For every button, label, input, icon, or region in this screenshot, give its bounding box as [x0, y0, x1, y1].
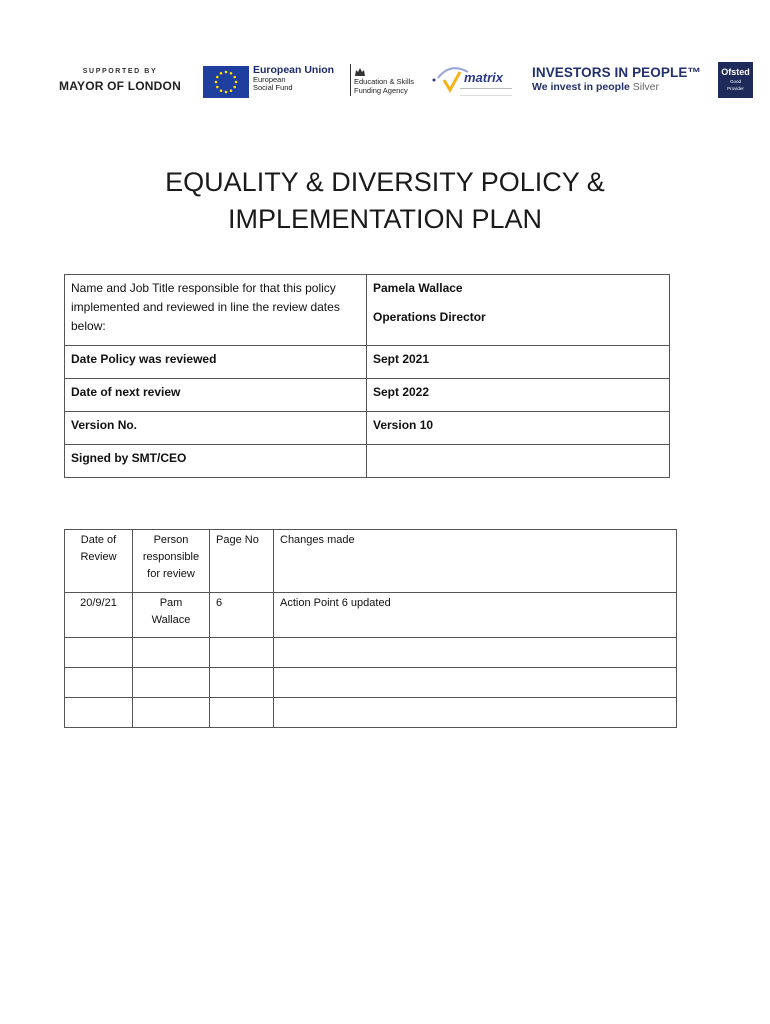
table-row — [65, 593, 677, 638]
cell-page — [210, 668, 274, 698]
responsible-value-cell — [367, 275, 670, 346]
policy-details-table — [64, 274, 670, 478]
mayor-of-london-logo — [52, 68, 188, 93]
esfa-line2-text: Funding Agency — [354, 86, 408, 95]
eu-line2-text: Social Fund — [253, 83, 293, 92]
responsible-name: Pamela Wallace — [373, 281, 463, 295]
table-row — [65, 445, 670, 478]
cell-date — [65, 638, 133, 668]
iip-tagline-text: We invest in people — [532, 81, 630, 93]
title-line-1: EQUALITY & DIVERSITY POLICY & — [165, 167, 605, 197]
european-social-fund-logo — [203, 64, 343, 98]
matrix-name-text: matrix — [464, 70, 504, 85]
signed-by-value — [367, 445, 670, 478]
esfa-line1-text: Education & Skills — [354, 77, 415, 86]
ofsted-line2-text: Provider — [727, 86, 744, 91]
table-row — [65, 638, 677, 668]
iip-title-text: INVESTORS IN PEOPLE™ — [532, 65, 702, 80]
cell-person — [133, 698, 210, 728]
cell-date — [65, 668, 133, 698]
cell-page — [210, 638, 274, 668]
header-date: Date of Review — [65, 530, 133, 593]
change-log-table — [64, 529, 677, 728]
cell-date — [65, 698, 133, 728]
table-row — [65, 275, 670, 346]
table-row — [65, 412, 670, 445]
version-label: Version No. — [65, 412, 367, 445]
table-row — [65, 346, 670, 379]
signed-by-label: Signed by SMT/CEO — [65, 445, 367, 478]
cell-person — [133, 668, 210, 698]
document-title — [100, 164, 670, 238]
version-value: Version 10 — [367, 412, 670, 445]
mayor-name-text: MAYOR OF LONDON — [59, 79, 181, 93]
ofsted-line1-text: Good — [729, 79, 741, 84]
responsible-role: Operations Director — [373, 310, 486, 324]
responsible-label-line: implemented and reviewed in line the review dates — [71, 300, 340, 314]
cell-change: Action Point 6 updated — [274, 593, 677, 638]
responsible-label-line: below: — [71, 319, 106, 333]
responsible-label-cell — [65, 275, 367, 346]
investors-in-people-logo — [532, 65, 701, 93]
cell-person — [133, 638, 210, 668]
header-changes: Changes made — [274, 530, 677, 593]
esfa-logo — [350, 64, 430, 98]
review-date-label: Date Policy was reviewed — [65, 346, 367, 379]
cell-change — [274, 698, 677, 728]
responsible-label-line: Name and Job Title responsible for that this policy — [71, 281, 336, 295]
royal-crest-icon — [354, 64, 366, 74]
ofsted-name-text: Ofsted — [721, 67, 750, 77]
eu-line1-text: European — [253, 75, 286, 84]
title-line-2: IMPLEMENTATION PLAN — [227, 204, 543, 234]
logo-strip — [0, 56, 770, 104]
cell-change — [274, 638, 677, 668]
cell-page — [210, 698, 274, 728]
cell-change — [274, 668, 677, 698]
next-review-label: Date of next review — [65, 379, 367, 412]
header-page: Page No — [210, 530, 274, 593]
mayor-supported-text: SUPPORTED BY — [82, 68, 158, 75]
table-row — [65, 379, 670, 412]
cell-page: 6 — [210, 593, 274, 638]
table-header-row — [65, 530, 677, 593]
cell-date: 20/9/21 — [65, 593, 133, 638]
next-review-value: Sept 2022 — [367, 379, 670, 412]
ofsted-logo — [718, 62, 753, 98]
table-row — [65, 698, 677, 728]
header-person: Person responsible for review — [133, 530, 210, 593]
cell-person: Pam Wallace — [133, 593, 210, 638]
eu-flag-icon — [203, 66, 249, 98]
matrix-logo — [430, 60, 518, 100]
iip-level-text: Silver — [632, 81, 660, 93]
eu-title-text: European Union — [253, 64, 335, 76]
review-date-value: Sept 2021 — [367, 346, 670, 379]
table-row — [65, 668, 677, 698]
